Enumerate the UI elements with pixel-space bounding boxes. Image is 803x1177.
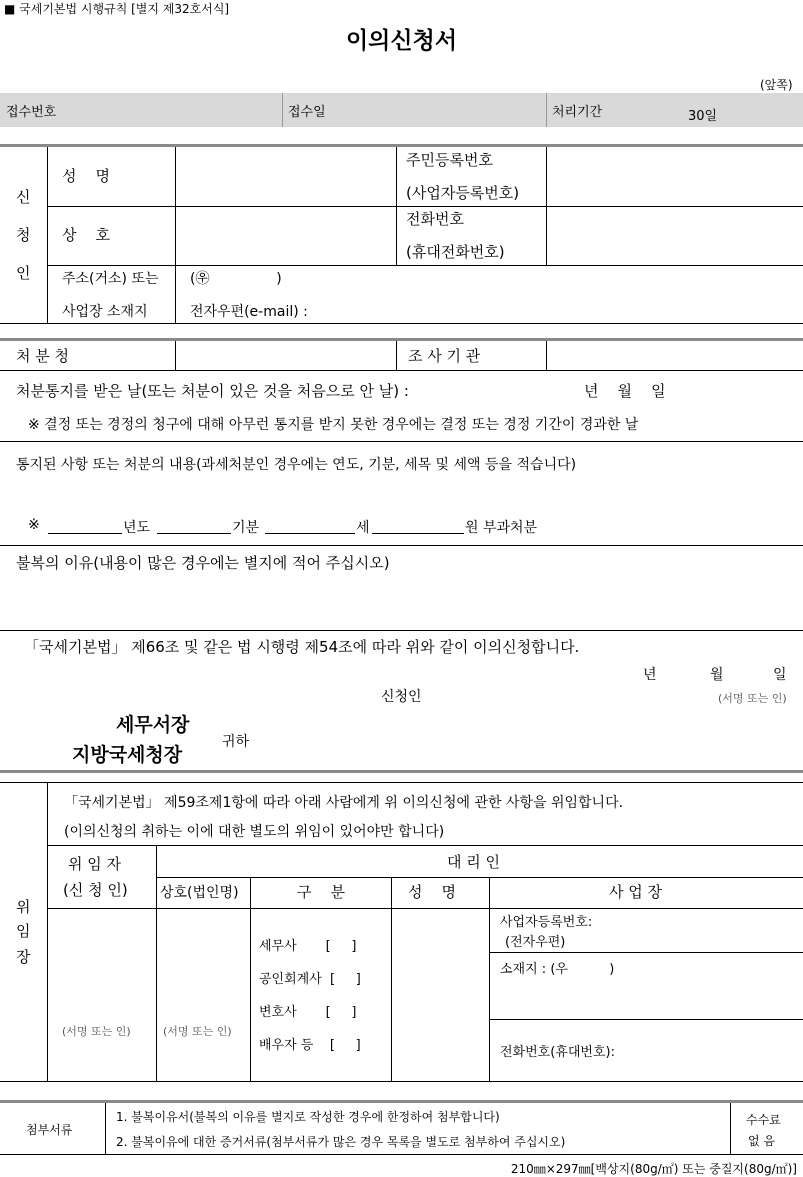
tax-amount-label: 원 부과처분	[465, 520, 538, 536]
col-business: 사 업 장	[609, 883, 663, 901]
applicant-label-3: 인	[16, 264, 31, 282]
applicant-label-2: 청	[16, 226, 31, 244]
front-side-label: (앞쪽)	[760, 78, 793, 92]
applicant-label-1: 신	[16, 188, 31, 206]
receipt-date-label: 접수일	[288, 105, 326, 120]
category-lawyer[interactable]: 변호사 [ ]	[259, 1005, 357, 1020]
receipt-band	[0, 93, 803, 127]
attachment-item-1: 1. 불복이유서(불복의 이유를 별지로 작성한 경우에 한정하여 첨부합니다)	[116, 1110, 500, 1124]
business-number-label: (사업자등록번호)	[406, 184, 520, 202]
category-cpa[interactable]: 공인회계사 [ ]	[259, 972, 361, 987]
attachment-item-2: 2. 불복이유에 대한 증거서류(첨부서류가 많은 경우 목록을 별도로 첨부하여 주십시오)	[116, 1135, 566, 1149]
notice-note: ※ 결정 또는 경정의 청구에 대해 아무런 통지를 받지 못한 경우에는 결정 또는 경정 기간이 경과한 날	[28, 417, 639, 433]
investigation-agency-label: 조 사 기 관	[408, 347, 481, 365]
receipt-number-label: 접수번호	[6, 105, 57, 120]
delegator-signature: (서명 또는 인)	[62, 1025, 131, 1038]
fee-value: 없 음	[748, 1134, 775, 1148]
applicant-sign-label: 신청인	[381, 689, 422, 705]
tax-period-label: 기분	[232, 520, 260, 536]
col-company: 상호(법인명)	[160, 885, 239, 901]
address-label-1: 주소(거소) 또는	[62, 271, 159, 287]
col-name: 성 명	[408, 883, 457, 901]
attachments-label: 첨부서류	[26, 1123, 73, 1137]
delegation-note: (이의신청의 취하는 이에 대한 별도의 위임이 있어야만 합니다)	[64, 824, 445, 840]
col-category: 구 분	[297, 883, 346, 901]
category-tax-accountant[interactable]: 세무사 [ ]	[259, 939, 357, 954]
declaration-statement: 「국세기본법」 제66조 및 같은 법 시행령 제54조에 따라 위와 같이 이의신청합니다.	[24, 638, 580, 656]
honorific-label: 귀하	[222, 734, 250, 750]
name-label: 성 명	[62, 167, 111, 185]
delegation-statement: 「국세기본법」 제59조제1항에 따라 아래 사람에게 위 이의신청에 관한 사항을 위임합니다.	[64, 795, 624, 811]
phone-label: 전화번호	[406, 210, 464, 228]
notice-date-ymd: 년 월 일	[584, 382, 666, 400]
processing-period-value: 30일	[688, 109, 718, 124]
page-title: 이의신청서	[345, 28, 458, 54]
paper-spec: 210㎜×297㎜[백상지(80g/㎡) 또는 중질지(80g/㎡)]	[510, 1162, 797, 1176]
form-label: ■ 국세기본법 시행규칙 [별지 제32호서식]	[4, 2, 230, 16]
tax-item-label: 세	[356, 520, 370, 536]
tax-year-label: 년도	[123, 520, 151, 536]
tax-mark: ※	[28, 517, 40, 533]
agent-company-signature: (서명 또는 인)	[163, 1025, 232, 1038]
notice-date-label: 처분통지를 받은 날(또는 처분이 있은 것을 처음으로 안 날) :	[16, 382, 409, 400]
recipient-tax-office: 세무서장	[116, 714, 190, 736]
disposition-content-label: 통지된 사항 또는 처분의 내용(과세처분인 경우에는 연도, 기분, 세목 및 세액 등을 적습니다)	[16, 457, 577, 473]
category-spouse[interactable]: 배우자 등 [ ]	[259, 1038, 361, 1053]
delegator-sublabel: (신 청 인)	[63, 881, 128, 899]
address-label-2: 사업장 소재지	[62, 304, 148, 320]
delegation-label-2: 임	[16, 922, 31, 940]
date-day-label: 일	[773, 667, 787, 683]
date-month-label: 월	[710, 667, 724, 683]
email-label: 전자우편(e-mail) :	[190, 304, 308, 320]
agent-email-label: (전자우편)	[505, 935, 566, 950]
agent-phone-label: 전화번호(휴대번호):	[500, 1045, 615, 1060]
company-label: 상 호	[62, 226, 111, 244]
resident-number-label: 주민등록번호	[406, 151, 493, 169]
postal-code-field[interactable]: (㉾ )	[190, 271, 282, 287]
mobile-label: (휴대전화번호)	[406, 243, 505, 261]
fee-label: 수수료	[746, 1113, 781, 1127]
disposition-office-label: 처 분 청	[16, 347, 70, 365]
date-year-label: 년	[643, 667, 657, 683]
recipient-regional-office: 지방국세청장	[72, 744, 183, 766]
processing-period-label: 처리기간	[552, 105, 603, 120]
delegator-label: 위 임 자	[68, 855, 122, 873]
biz-reg-label: 사업자등록번호:	[500, 915, 593, 930]
reason-label: 불복의 이유(내용이 많은 경우에는 별지에 적어 주십시오)	[16, 554, 390, 572]
delegation-label-3: 장	[16, 948, 31, 966]
delegation-label-1: 위	[16, 898, 31, 916]
applicant-signature: (서명 또는 인)	[718, 692, 787, 705]
agent-location-label: 소재지 : (우 )	[500, 962, 615, 977]
agent-label: 대 리 인	[447, 853, 501, 871]
